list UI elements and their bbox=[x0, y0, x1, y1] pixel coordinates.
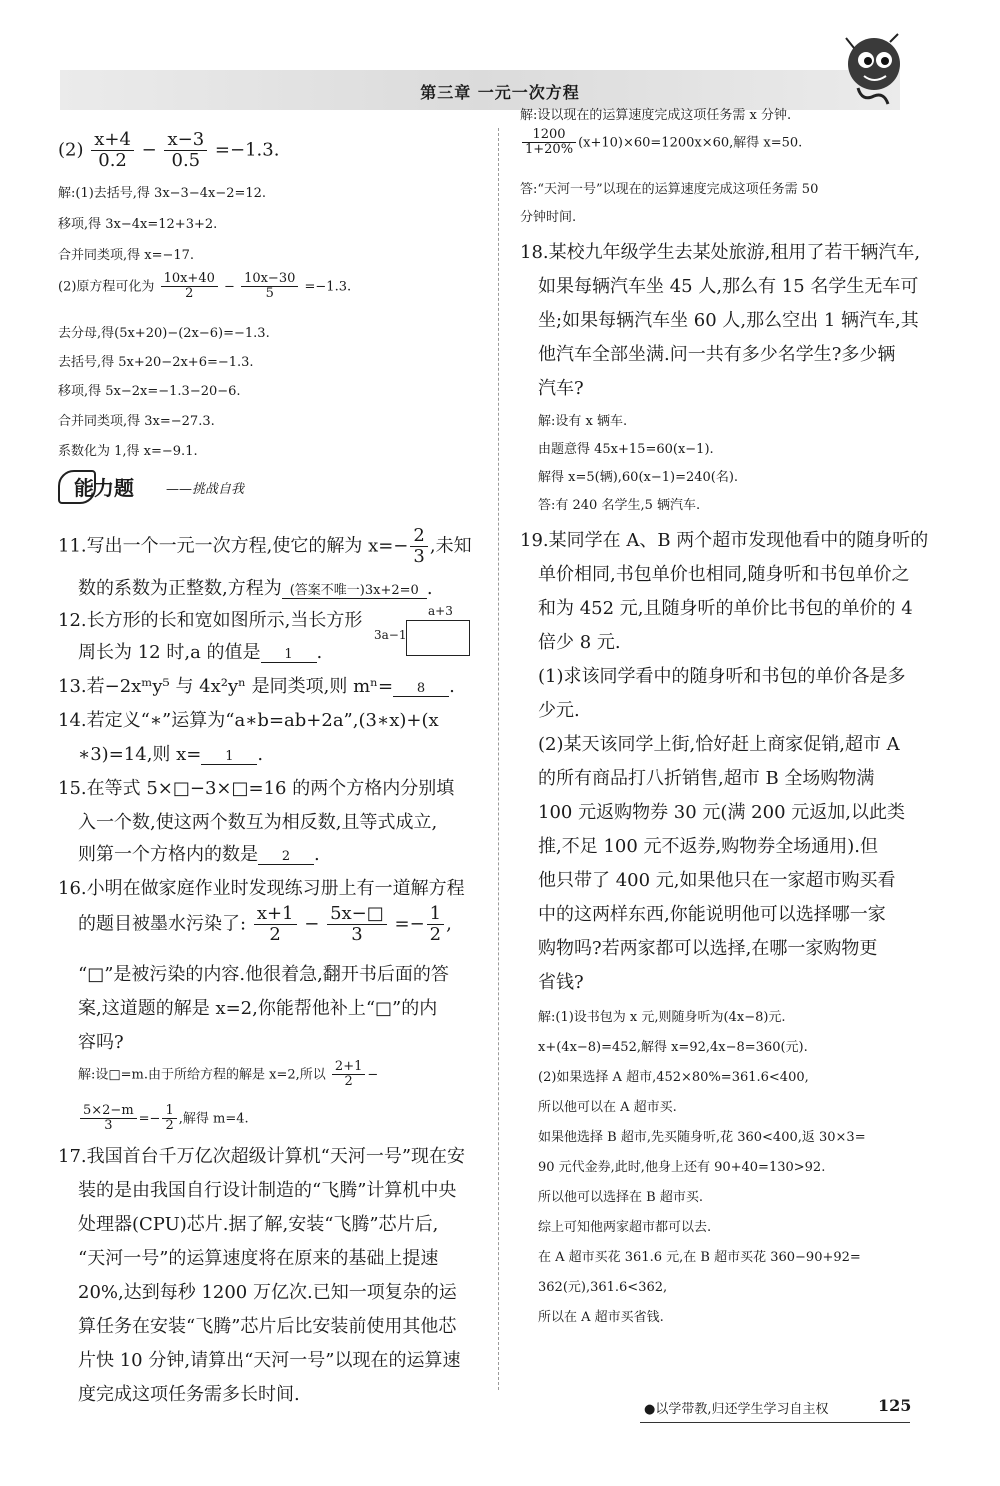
solution-line: 去分母,得(5x+20)−(2x−6)=−1.3. bbox=[58, 326, 270, 341]
numerator: 2+1 bbox=[332, 1060, 365, 1075]
denominator: 2 bbox=[269, 923, 281, 945]
question-17-line4: “天河一号”的运算速度将在原来的基础上提速 bbox=[78, 1248, 439, 1269]
numerator: 5x−□ bbox=[327, 904, 387, 925]
question-19-part2-line2: 的所有商品打八折销售,超市 B 全场购物满 bbox=[538, 768, 875, 789]
denominator: 2 bbox=[185, 286, 194, 302]
answer-blank: 8 bbox=[393, 681, 449, 697]
label: (2) bbox=[58, 139, 84, 161]
text: . bbox=[316, 642, 323, 663]
text: . bbox=[257, 744, 264, 765]
text: 解:设□=m.由于所给方程的解是 x=2,所以 bbox=[78, 1067, 326, 1083]
column-divider bbox=[498, 128, 499, 1390]
question-17-line3: 处理器(CPU)芯片.据了解,安装“飞腾”芯片后, bbox=[78, 1214, 439, 1235]
question-19-line4: 倍少 8 元. bbox=[538, 632, 621, 653]
figure-label-width: 3a−1 bbox=[374, 628, 407, 642]
text: 11.写出一个一元一次方程,使它的解为 x=− bbox=[58, 535, 409, 557]
question-14: 14.若定义“∗”运算为“a∗b=ab+2a”,(3∗x)+(x bbox=[58, 710, 439, 731]
solution-line: 合并同类项,得 3x=−27.3. bbox=[58, 414, 215, 429]
fraction bbox=[332, 1060, 365, 1090]
question-16-line2 bbox=[78, 904, 452, 945]
text: (x+10)×60=1200x×60,解得 x=50. bbox=[578, 135, 803, 151]
question-19-part2-line4: 推,不足 100 元不返券,购物券全场通用).但 bbox=[538, 836, 878, 857]
rhs: =−1.3. bbox=[304, 279, 352, 295]
question-11 bbox=[58, 526, 472, 567]
q19-solution-line1: 解:(1)设书包为 x 元,则随身听为(4x−8)元. bbox=[538, 1010, 786, 1025]
fraction bbox=[162, 1104, 176, 1134]
question-16-line4: 案,这道题的解是 x=2,你能帮他补上“□”的内 bbox=[78, 998, 438, 1019]
q17-solution-line3: 答:“天河一号”以现在的运算速度完成这项任务需 50 bbox=[520, 182, 819, 197]
numerator: x+4 bbox=[91, 130, 134, 151]
numerator: 1 bbox=[427, 904, 444, 925]
question-19-part2-line7: 购物吗?若两家都可以选择,在哪一家购物更 bbox=[538, 938, 878, 959]
q17-solution-line1: 解:设以现在的运算速度完成这项任务需 x 分钟. bbox=[520, 108, 792, 123]
question-12: 12.长方形的长和宽如图所示,当长方形 bbox=[58, 610, 363, 631]
question-17: 17.我国首台千万亿次超级计算机“天河一号”现在安 bbox=[58, 1146, 466, 1167]
rectangle-figure bbox=[374, 604, 474, 664]
question-17-line2: 装的是由我国自行设计制造的“飞腾”计算机中央 bbox=[78, 1180, 457, 1201]
question-18-line2: 如果每辆汽车坐 45 人,那么有 15 名学生无车可 bbox=[538, 276, 919, 297]
footer-rule bbox=[640, 1422, 910, 1423]
question-19-line2: 单价相同,书包单价也相同,随身听和书包单价之 bbox=[538, 564, 910, 585]
rectangle-shape bbox=[406, 620, 470, 656]
chapter-title: 第三章 一元一次方程 bbox=[420, 83, 580, 102]
question-18-line3: 坐;如果每辆汽车坐 60 人,那么空出 1 辆汽车,其 bbox=[538, 310, 919, 331]
question-13 bbox=[58, 672, 455, 698]
text: . bbox=[314, 844, 320, 865]
numerator: 10x+40 bbox=[161, 272, 218, 287]
denominator: 0.5 bbox=[171, 149, 201, 171]
text: , bbox=[446, 913, 452, 935]
section-title: 能力题 bbox=[74, 476, 134, 500]
figure-label-length: a+3 bbox=[428, 604, 453, 618]
question-18-line4: 他汽车全部坐满.问一共有多少名学生?多少辆 bbox=[538, 344, 896, 365]
denominator: 0.2 bbox=[98, 149, 127, 171]
fraction bbox=[91, 130, 134, 171]
question-17-line7: 片快 10 分钟,请算出“天河一号”以现在的运算速 bbox=[78, 1350, 461, 1371]
operator: =− bbox=[138, 1111, 161, 1127]
text: ,解得 m=4. bbox=[178, 1111, 249, 1127]
solution-line: 系数化为 1,得 x=−9.1. bbox=[58, 444, 198, 459]
fraction bbox=[254, 904, 297, 945]
operator: − bbox=[224, 279, 235, 295]
fraction bbox=[161, 272, 218, 302]
text: . bbox=[426, 578, 433, 599]
numerator: 1 bbox=[162, 1104, 176, 1119]
question-15-line2: 入一个数,使这两个数互为相反数,且等式成立, bbox=[78, 812, 438, 833]
problem-2 bbox=[58, 130, 279, 171]
question-19-part2-line5: 他只带了 400 元,如果他只在一家超市购买看 bbox=[538, 870, 896, 891]
q18-solution-line1: 解:设有 x 辆车. bbox=[538, 414, 628, 429]
solution-line: 解:(1)去括号,得 3x−3−4x−2=12. bbox=[58, 186, 267, 201]
q19-solution-line8: 综上可知他两家超市都可以去. bbox=[538, 1220, 712, 1235]
denominator: 3 bbox=[351, 923, 363, 945]
operator: − bbox=[141, 139, 157, 161]
answer-blank: 1 bbox=[201, 749, 257, 765]
q19-solution-line10: 362(元),361.6<362, bbox=[538, 1280, 668, 1295]
q19-solution-line4: 所以他可以在 A 超市买. bbox=[538, 1100, 677, 1115]
operator: − bbox=[367, 1067, 379, 1083]
question-15-line3 bbox=[78, 840, 320, 866]
solution-line: 移项,得 5x−2x=−1.3−20−6. bbox=[58, 384, 241, 399]
section-subtitle: ——挑战自我 bbox=[166, 482, 245, 497]
page-number: 125 bbox=[878, 1396, 912, 1415]
q19-solution-line7: 所以他可以选择在 B 超市买. bbox=[538, 1190, 703, 1205]
q19-solution-line3: (2)如果选择 A 超市,452×80%=361.6<400, bbox=[538, 1070, 809, 1085]
q19-solution-line11: 所以在 A 超市买省钱. bbox=[538, 1310, 664, 1325]
question-19-part2: (2)某天该同学上街,恰好赶上商家促销,超市 A bbox=[538, 734, 900, 755]
solution-line: 移项,得 3x−4x=12+3+2. bbox=[58, 217, 218, 232]
footer-motto: ●以学带教,归还学生学习自主权 bbox=[644, 1402, 829, 1417]
question-17-line6: 算任务在安装“飞腾”芯片后比安装前使用其他芯 bbox=[78, 1316, 457, 1337]
question-16-line5: 容吗? bbox=[78, 1032, 124, 1053]
text: . bbox=[449, 676, 455, 697]
denominator: 3 bbox=[413, 545, 425, 567]
fraction bbox=[410, 526, 427, 567]
fraction bbox=[522, 128, 576, 158]
question-19-part1: (1)求该同学看中的随身听和书包的单价各是多 bbox=[538, 666, 906, 687]
question-14-line2 bbox=[78, 740, 263, 766]
numerator: 1200 bbox=[522, 128, 576, 143]
numerator: 5×2−m bbox=[80, 1104, 137, 1119]
fraction bbox=[80, 1104, 137, 1134]
fraction bbox=[241, 272, 298, 302]
solution-line: 合并同类项,得 x=−17. bbox=[58, 248, 195, 263]
q18-solution-line4: 答:有 240 名学生,5 辆汽车. bbox=[538, 498, 701, 513]
denominator: 1+20% bbox=[525, 142, 574, 158]
q17-solution-line4: 分钟时间. bbox=[520, 210, 577, 225]
q18-solution-line2: 由题意得 45x+15=60(x−1). bbox=[538, 442, 714, 457]
question-18: 18.某校九年级学生去某处旅游,租用了若干辆汽车, bbox=[520, 242, 921, 263]
q19-solution-line2: x+(4x−8)=452,解得 x=92,4x−8=360(元). bbox=[538, 1040, 808, 1055]
operator: =− bbox=[394, 913, 425, 935]
denominator: 2 bbox=[429, 923, 442, 945]
text: 周长为 12 时,a 的值是 bbox=[78, 642, 261, 663]
q18-solution-line3: 解得 x=5(辆),60(x−1)=240(名). bbox=[538, 470, 739, 485]
operator: − bbox=[304, 913, 320, 935]
question-19: 19.某同学在 A、B 两个超市发现他看中的随身听的 bbox=[520, 530, 929, 551]
denominator: 2 bbox=[344, 1074, 353, 1090]
numerator: 10x−30 bbox=[241, 272, 298, 287]
q19-solution-line6: 90 元代金券,此时,他身上还有 90+40=130>92. bbox=[538, 1160, 826, 1175]
fraction bbox=[327, 904, 387, 945]
rhs: =−1.3. bbox=[214, 139, 280, 161]
q17-solution-line2 bbox=[520, 128, 802, 158]
q16-solution-line1 bbox=[78, 1060, 378, 1090]
q19-solution-line9: 在 A 超市买花 361.6 元,在 B 超市买花 360−90+92= bbox=[538, 1250, 861, 1265]
fraction bbox=[164, 130, 207, 171]
numerator: 2 bbox=[410, 526, 427, 547]
question-16: 16.小明在做家庭作业时发现练习册上有一道解方程 bbox=[58, 878, 465, 899]
text: 13.若−2xᵐy⁵ 与 4x²yⁿ 是同类项,则 mⁿ= bbox=[58, 676, 394, 697]
answer-blank: 2 bbox=[258, 849, 314, 865]
fraction bbox=[427, 904, 444, 945]
text: 的题目被墨水污染了: bbox=[78, 913, 247, 935]
answer-blank: 1 bbox=[261, 647, 317, 663]
solution-line bbox=[58, 272, 351, 302]
question-16-line3: “□”是被污染的内容.他很着急,翻开书后面的答 bbox=[78, 964, 449, 985]
text: (2)原方程可化为 bbox=[58, 279, 155, 295]
question-18-line5: 汽车? bbox=[538, 378, 584, 399]
text: ,未知 bbox=[429, 535, 472, 557]
question-17-line5: 20%,达到每秒 1200 万亿次.已知一项复杂的运 bbox=[78, 1282, 457, 1303]
question-12-line2 bbox=[78, 638, 322, 664]
q16-solution-line2 bbox=[78, 1104, 249, 1134]
question-19-line3: 和为 452 元,且随身听的单价比书包的单价的 4 bbox=[538, 598, 913, 619]
section-header bbox=[58, 468, 298, 502]
question-19-part2-line8: 省钱? bbox=[538, 972, 584, 993]
q19-solution-line5: 如果他选择 B 超市,先买随身听,花 360<400,返 30×3= bbox=[538, 1130, 866, 1145]
question-19-part2-line6: 中的这两样东西,你能说明他可以选择哪一家 bbox=[538, 904, 886, 925]
answer-blank: (答案不唯一)3x+2=0 bbox=[282, 579, 427, 599]
text: ∗3)=14,则 x= bbox=[78, 744, 202, 765]
question-11-line2 bbox=[78, 574, 433, 600]
text: 则第一个方格内的数是 bbox=[78, 844, 258, 865]
numerator: x+1 bbox=[254, 904, 297, 925]
denominator: 3 bbox=[104, 1118, 113, 1134]
question-19-part1-line2: 少元. bbox=[538, 700, 580, 721]
question-15: 15.在等式 5×□−3×□=16 的两个方格内分别填 bbox=[58, 778, 455, 799]
numerator: x−3 bbox=[164, 130, 207, 151]
question-19-part2-line3: 100 元返购物券 30 元(满 200 元返加,以此类 bbox=[538, 802, 905, 823]
text: 数的系数为正整数,方程为 bbox=[78, 578, 282, 599]
denominator: 2 bbox=[165, 1118, 174, 1134]
solution-line: 去括号,得 5x+20−2x+6=−1.3. bbox=[58, 355, 254, 370]
question-17-line8: 度完成这项任务需多长时间. bbox=[78, 1384, 300, 1405]
mascot-icon bbox=[828, 30, 918, 110]
denominator: 5 bbox=[265, 286, 274, 302]
